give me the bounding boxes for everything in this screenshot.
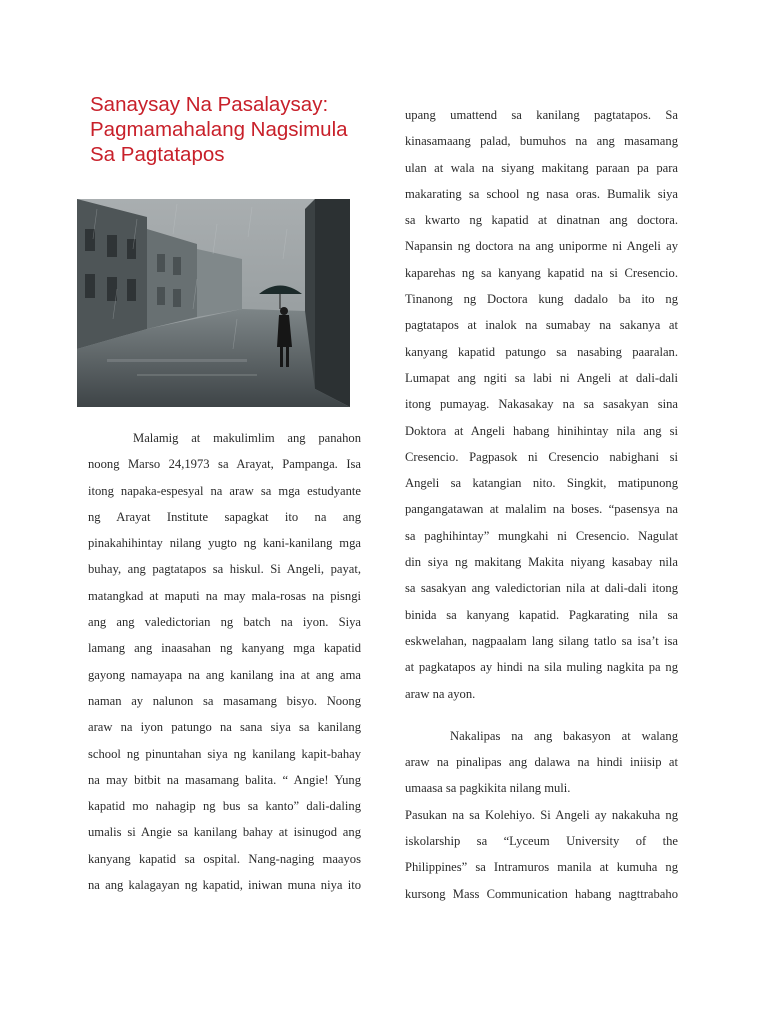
text-line: naman ay nalunon sa masamang bisyo. Noong — [88, 693, 361, 708]
text-line: itong pumayag. Nakasakay na sa sasakyan sina — [405, 397, 678, 412]
text-line: kapatid mo nahagip ng bus sa kanto” dali-daling — [88, 799, 361, 814]
text-line: kanyang kapatid patungo sa nasabing paaralan. — [405, 344, 678, 359]
text-line: na may bitbit na masamang balita. “ Angie! Yung — [88, 772, 361, 787]
text-line: pangangatawan at malalim na boses. “pasensya na — [405, 502, 678, 517]
text-line: upang umattend sa kanilang pagtatapos. Sa — [405, 108, 678, 122]
right-text-column — [405, 102, 678, 907]
text-line: araw na ayon. — [405, 686, 476, 701]
text-line: school ng pinuntahan siya ng kanilang kapit-bahay — [88, 746, 361, 761]
rainy-street-photo — [77, 199, 350, 407]
title-line: Sanaysay Na Pasalaysay: — [90, 93, 329, 116]
essay-title — [90, 92, 390, 167]
text-line: ng Arayat Institute sapagkat ito na ang — [88, 509, 361, 524]
text-line: itong napaka-espesyal na araw sa mga estudyante — [88, 483, 361, 498]
text-line: Nakalipas na ang bakasyon at walang — [450, 728, 678, 743]
paragraph-gap — [405, 707, 678, 723]
text-line: kursong Mass Communication habang nagttrabaho — [405, 886, 678, 901]
text-line: umaasa sa pagkikita nilang muli. — [405, 781, 571, 796]
rainy-street-illustration — [77, 199, 350, 407]
text-line: sa kwarto ng kapatid at dinatnan ang doctora. — [405, 213, 678, 228]
text-line: din siya ng makitang Makita niyang kasabay nila — [405, 555, 678, 570]
text-line: araw na iyon patungo na sana siya sa kanilang — [88, 720, 361, 735]
text-line: Malamig at makulimlim ang panahon — [133, 431, 361, 445]
text-line: ang ang valedictorian ng batch na iyon. Siya — [88, 615, 361, 630]
text-line: sa paghihintay” mungkahi ni Cresencio. Nagulat — [405, 528, 678, 543]
text-line: buhay, ang pagtatapos sa hiskul. Si Angeli, payat, — [88, 562, 361, 577]
text-line: kaparehas ng sa kanyang kapatid na si Cresencio. — [405, 265, 678, 280]
text-line: gayong namayapa na ang kanilang ina at ang ama — [88, 667, 361, 682]
text-line: kinasamaang palad, bumuhos na ang masamang — [405, 134, 678, 149]
text-line: makarating sa school ng nasa oras. Bumalik siya — [405, 186, 678, 201]
text-line: Cresencio. Pagpasok ni Cresencio nabighani si — [405, 449, 678, 464]
text-line: sa sasakyan ang valedictorian nila at dali-dali itong — [405, 581, 678, 596]
text-line: noong Marso 24,1973 sa Arayat, Pampanga. Isa — [88, 457, 361, 472]
text-line: eskwelahan, nagpaalam lang silang tatlo sa isa’t isa — [405, 633, 678, 648]
left-text-column — [88, 425, 361, 898]
text-line: binida sa kanyang kapatid. Pagkarating nila sa — [405, 607, 678, 622]
text-line: Tinanong ng Doctora kung dadalo ba ito ng — [405, 292, 678, 307]
text-line: araw na pinalipas ang dalawa na hindi iniisip at — [405, 755, 678, 770]
text-line: Napansin ng doctora na ang uniporme ni Angeli ay — [405, 239, 678, 254]
text-line: matangkad at maputi na may mala-rosas na pisngi — [88, 588, 361, 603]
text-line: Philippines” sa Intramuros manila at kumuha ng — [405, 860, 678, 875]
text-line: lamang ang inaasahan ng kanyang mga kapatid — [88, 641, 361, 656]
text-line: ulan at wala na siyang makitang paraan pa para — [405, 160, 678, 175]
title-line: Pagmamahalang Nagsimula — [90, 118, 348, 141]
text-line: at pagkatapos ay hindi na sila muling nagkita pa ng — [405, 660, 678, 675]
text-line: Angeli sa katangian nito. Singkit, matipunong — [405, 476, 678, 491]
text-line: iskolarship sa “Lyceum University of the — [405, 834, 678, 849]
text-line: kanyang kapatid sa ospital. Nang-naging maayos — [88, 851, 361, 866]
text-line: na ang kalagayan ng kapatid, iniwan muna niya ito — [88, 878, 361, 893]
text-line: Doktora at Angeli habang hinihintay nila ang si — [405, 423, 678, 438]
title-line: Sa Pagtatapos — [90, 143, 225, 166]
text-line: umalis si Angie sa kanilang bahay at isinugod ang — [88, 825, 361, 840]
text-line: Lumapat ang ngiti sa labi ni Angeli at dali-dali — [405, 370, 678, 385]
text-line: pinakahihintay nilang yugto ng kani-kanilang mga — [88, 536, 361, 551]
text-line: pagtatapos at inalok na sumabay na sakanya at — [405, 318, 678, 333]
text-line: Pasukan na sa Kolehiyo. Si Angeli ay nakakuha ng — [405, 807, 678, 822]
